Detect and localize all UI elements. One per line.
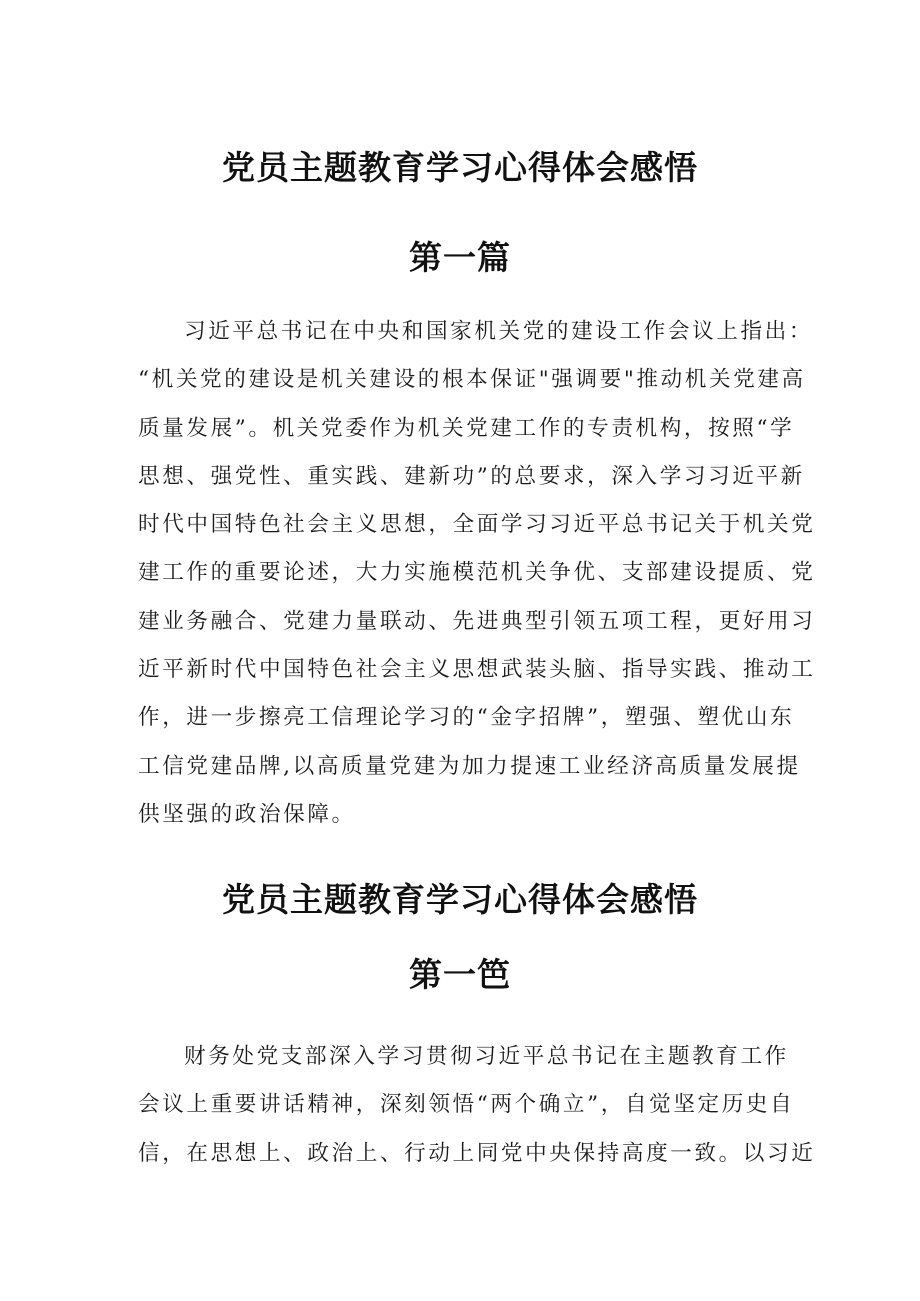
section1-paragraph [138, 308, 816, 839]
paragraph-line: 建工作的重要论述，大力实施模范机关争优、支部建设提质、党 [138, 560, 816, 586]
paragraph-line: 建业务融合、党建力量联动、先进典型引领五项工程，更好用习 [138, 608, 816, 634]
paragraph-line: 供坚强的政治保障。 [138, 801, 356, 827]
paragraph-line: 信，在思想上、政治上、行动上同党中央保持高度一致。以习近 [138, 1140, 816, 1166]
paragraph-line: 会议上重要讲话精神，深刻领悟“两个确立”，自觉坚定历史自 [138, 1092, 795, 1118]
section2-title: 党员主题教育学习心得体会感悟 [222, 880, 698, 919]
section1-subtitle: 第一篇 [409, 238, 511, 277]
paragraph-line: 时代中国特色社会主义思想，全面学习习近平总书记关于机关党 [138, 512, 816, 538]
paragraph-line: 思想、强党性、重实践、建新功”的总要求，深入学习习近平新 [138, 463, 805, 489]
paragraph-line: 习近平总书记在中央和国家机关党的建设工作会议上指出： [184, 319, 814, 344]
section1-title: 党员主题教育学习心得体会感悟 [222, 148, 698, 187]
paragraph-line: 质量发展”。机关党委作为机关党建工作的专责机构，按照“学 [138, 415, 795, 441]
section2-paragraph [138, 1033, 816, 1178]
paragraph-line: 工信党建品牌,以高质量党建为加力提速工业经济高质量发展提 [138, 753, 801, 779]
paragraph-line: “机关党的建设是机关建设的根本保证"强调要"推动机关党建高 [138, 367, 806, 393]
paragraph-line: 作，进一步擦亮工信理论学习的“金字招牌”，塑强、塑优山东 [138, 705, 795, 731]
paragraph-line: 近平新时代中国特色社会主义思想武装头脑、指导实践、推动工 [138, 657, 816, 683]
section2-subtitle: 第一笆 [409, 955, 511, 994]
paragraph-line: 财务处党支部深入学习贯彻习近平总书记在主题教育工作 [184, 1044, 789, 1069]
